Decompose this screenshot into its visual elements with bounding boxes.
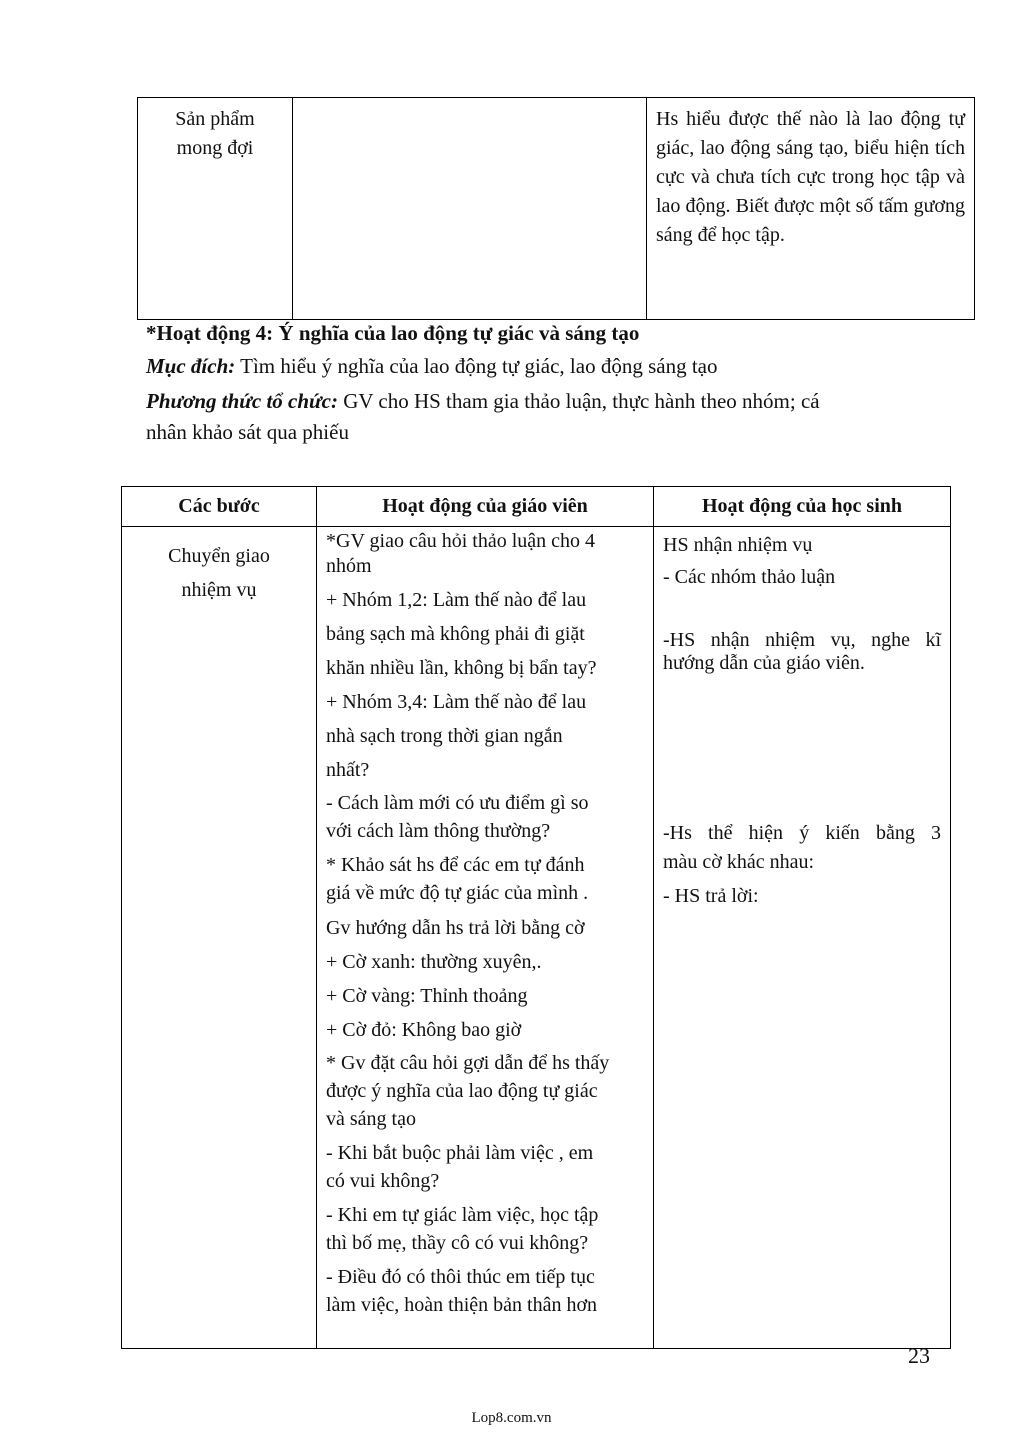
teacher-line: có vui không?: [326, 1170, 440, 1192]
teacher-line: + Cờ đỏ: Không bao giờ: [326, 1019, 522, 1041]
page-number: 23: [908, 1343, 930, 1368]
empty-cell: [293, 98, 647, 320]
teacher-line: - Cách làm mới có ưu điểm gì so: [326, 792, 589, 814]
teacher-line: giá về mức độ tự giác của mình .: [326, 882, 589, 904]
teacher-line: * Khảo sát hs để các em tự đánh: [326, 854, 585, 876]
method-line: [146, 386, 966, 448]
teacher-line: - Khi bắt buộc phải làm việc , em: [326, 1142, 594, 1164]
step-line2: nhiệm vụ: [181, 579, 257, 601]
activity-table: [121, 486, 951, 1349]
teacher-line: với cách làm thông thường?: [326, 820, 551, 842]
teacher-line: - Khi em tự giác làm việc, học tập: [326, 1204, 599, 1226]
expected-product-label: [138, 98, 293, 320]
activity-heading: *Hoạt động 4: Ý nghĩa của lao động tự giác và sáng tạo: [146, 321, 640, 345]
expected-product-label-line1: Sản phẩm: [175, 108, 255, 130]
expected-product-text: Hs hiểu được thế nào là lao động tự giác, lao động sáng tạo, biểu hiện tích cực và chưa tích cực trong học tập và lao động. Biết được một số tấm gương sáng để học tập.: [647, 98, 975, 320]
teacher-line: và sáng tạo: [326, 1108, 416, 1130]
student-line: -Hs thể hiện ý kiến bằng 3: [663, 822, 941, 844]
teacher-line: làm việc, hoàn thiện bản thân hơn: [326, 1294, 598, 1316]
method-label: Phương thức tổ chức:: [146, 389, 338, 413]
teacher-line: + Cờ vàng: Thỉnh thoảng: [326, 985, 528, 1007]
expected-product-table: [137, 97, 975, 320]
header-teacher: Hoạt động của giáo viên: [317, 487, 654, 527]
teacher-line: *GV giao câu hỏi thảo luận cho 4: [326, 530, 596, 552]
teacher-line: nhất?: [326, 759, 370, 781]
teacher-line: + Cờ xanh: thường xuyên,.: [326, 951, 542, 973]
header-student: Hoạt động của học sinh: [654, 487, 951, 527]
purpose-text: Tìm hiểu ý nghĩa của lao động tự giác, lao động sáng tạo: [235, 354, 718, 378]
teacher-line: thì bố mẹ, thầy cô có vui không?: [326, 1232, 589, 1254]
table-header-row: [122, 487, 951, 527]
header-steps: Các bước: [122, 487, 317, 527]
step-line1: Chuyển giao: [168, 545, 270, 567]
student-line: -HS nhận nhiệm vụ, nghe kĩ: [663, 629, 941, 651]
student-line: - HS trả lời:: [663, 885, 759, 907]
purpose-line: [146, 351, 966, 382]
step-cell: [122, 527, 317, 1349]
teacher-line: khăn nhiều lần, không bị bẩn tay?: [326, 657, 597, 679]
method-text-2: nhân khảo sát qua phiếu: [146, 420, 349, 444]
table-row: [138, 98, 975, 320]
table-row: [122, 527, 951, 1349]
teacher-line: nhóm: [326, 555, 372, 577]
teacher-activity-cell: [317, 527, 654, 1349]
teacher-line: + Nhóm 3,4: Làm thế nào để lau: [326, 691, 587, 713]
purpose-label: Mục đích:: [146, 354, 236, 378]
student-line: - Các nhóm thảo luận: [663, 566, 836, 588]
teacher-line: - Điều đó có thôi thúc em tiếp tục: [326, 1266, 595, 1288]
expected-product-label-line2: mong đợi: [176, 137, 254, 159]
teacher-line: được ý nghĩa của lao động tự giác: [326, 1080, 598, 1102]
student-line: hướng dẫn của giáo viên.: [663, 652, 865, 674]
teacher-line: bảng sạch mà không phải đi giặt: [326, 623, 585, 645]
student-line: màu cờ khác nhau:: [663, 851, 815, 873]
method-text-1: GV cho HS tham gia thảo luận, thực hành theo nhóm; cá: [337, 389, 820, 413]
teacher-line: + Nhóm 1,2: Làm thế nào để lau: [326, 589, 587, 611]
footer-source: Lop8.com.vn: [471, 1410, 552, 1426]
teacher-line: nhà sạch trong thời gian ngắn: [326, 725, 563, 747]
teacher-line: * Gv đặt câu hỏi gợi dẫn để hs thấy: [326, 1052, 610, 1074]
student-activity-cell: [654, 527, 951, 1349]
student-line: HS nhận nhiệm vụ: [663, 534, 813, 556]
teacher-line: Gv hướng dẫn hs trả lời bằng cờ: [326, 917, 585, 939]
